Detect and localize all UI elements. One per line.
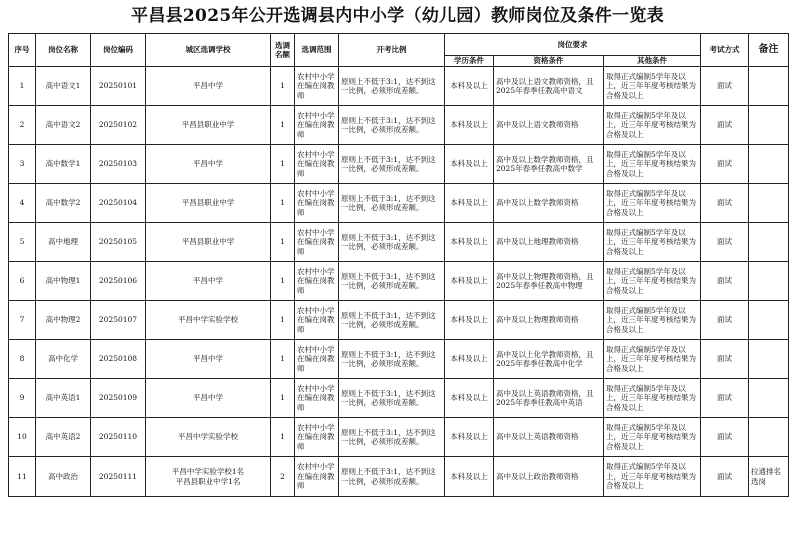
cell-qualification: 高中及以上地理教师资格: [494, 223, 604, 262]
cell-exam-method: 面试: [701, 106, 749, 145]
cell-scope: 农村中小学在编在岗教师: [295, 262, 339, 301]
header-education: 学历条件: [445, 56, 494, 67]
cell-seq: 3: [9, 145, 36, 184]
cell-post-name: 高中数学1: [36, 145, 91, 184]
header-seq: 序号: [9, 34, 36, 67]
cell-quota: 1: [271, 106, 295, 145]
cell-qualification: 高中及以上语文教师资格: [494, 106, 604, 145]
cell-school: 平昌中学: [146, 262, 271, 301]
cell-remarks: [749, 67, 789, 106]
cell-quota: 1: [271, 184, 295, 223]
cell-exam-ratio: 原则上不低于3:1，达不到这一比例，必须形成差额。: [339, 67, 445, 106]
cell-qualification: 高中及以上数学教师资格，且2025年春季任教高中数学: [494, 145, 604, 184]
cell-quota: 1: [271, 67, 295, 106]
cell-quota: 1: [271, 379, 295, 418]
cell-scope: 农村中小学在编在岗教师: [295, 301, 339, 340]
table-row: [9, 379, 789, 418]
cell-other: 取得正式编制5学年及以上，近三年年度考核结果为合格及以上: [604, 301, 701, 340]
cell-education: 本科及以上: [445, 379, 494, 418]
cell-seq: 1: [9, 67, 36, 106]
cell-post-name: 高中物理2: [36, 301, 91, 340]
cell-remarks: [749, 340, 789, 379]
table-row: [9, 67, 789, 106]
cell-qualification: 高中及以上化学教师资格，且2025年春季任教高中化学: [494, 340, 604, 379]
cell-exam-ratio: 原则上不低于3:1，达不到这一比例，必须形成差额。: [339, 223, 445, 262]
cell-quota: 1: [271, 340, 295, 379]
cell-post-name: 高中政治: [36, 457, 91, 497]
cell-post-code: 20250104: [91, 184, 146, 223]
table-row: [9, 340, 789, 379]
cell-remarks: [749, 379, 789, 418]
cell-remarks: [749, 106, 789, 145]
cell-seq: 4: [9, 184, 36, 223]
cell-scope: 农村中小学在编在岗教师: [295, 67, 339, 106]
header-other: 其他条件: [604, 56, 701, 67]
table-row: [9, 223, 789, 262]
cell-exam-ratio: 原则上不低于3:1，达不到这一比例，必须形成差额。: [339, 145, 445, 184]
cell-qualification: 高中及以上物理教师资格: [494, 301, 604, 340]
cell-quota: 2: [271, 457, 295, 497]
cell-qualification: 高中及以上语文教师资格，且2025年春季任教高中语文: [494, 67, 604, 106]
cell-other: 取得正式编制5学年及以上，近三年年度考核结果为合格及以上: [604, 379, 701, 418]
cell-post-code: 20250102: [91, 106, 146, 145]
cell-education: 本科及以上: [445, 223, 494, 262]
cell-qualification: 高中及以上物理教师资格，且2025年春季任教高中物理: [494, 262, 604, 301]
cell-exam-method: 面试: [701, 379, 749, 418]
table-row: [9, 184, 789, 223]
table-row: [9, 418, 789, 457]
cell-seq: 8: [9, 340, 36, 379]
header-remarks: 备注: [749, 34, 789, 67]
table-row: [9, 106, 789, 145]
cell-post-name: 高中物理1: [36, 262, 91, 301]
cell-post-code: 20250105: [91, 223, 146, 262]
cell-school: 平昌中学: [146, 379, 271, 418]
header-scope: 选调范围: [295, 34, 339, 67]
cell-post-code: 20250111: [91, 457, 146, 497]
cell-education: 本科及以上: [445, 340, 494, 379]
cell-exam-ratio: 原则上不低于3:1，达不到这一比例，必须形成差额。: [339, 457, 445, 497]
cell-post-code: 20250110: [91, 418, 146, 457]
cell-remarks: [749, 301, 789, 340]
cell-school: 平昌中学实验学校: [146, 418, 271, 457]
table-row: [9, 457, 789, 497]
cell-exam-method: 面试: [701, 418, 749, 457]
cell-qualification: 高中及以上数学教师资格: [494, 184, 604, 223]
cell-other: 取得正式编制5学年及以上，近三年年度考核结果为合格及以上: [604, 67, 701, 106]
cell-other: 取得正式编制5学年及以上，近三年年度考核结果为合格及以上: [604, 340, 701, 379]
cell-post-code: 20250109: [91, 379, 146, 418]
cell-post-name: 高中数学2: [36, 184, 91, 223]
cell-school: 平昌县职业中学: [146, 223, 271, 262]
cell-education: 本科及以上: [445, 145, 494, 184]
cell-post-code: 20250107: [91, 301, 146, 340]
cell-other: 取得正式编制5学年及以上，近三年年度考核结果为合格及以上: [604, 106, 701, 145]
cell-exam-method: 面试: [701, 262, 749, 301]
cell-post-name: 高中语文2: [36, 106, 91, 145]
cell-seq: 9: [9, 379, 36, 418]
cell-remarks: [749, 184, 789, 223]
cell-school: 平昌中学: [146, 67, 271, 106]
cell-education: 本科及以上: [445, 301, 494, 340]
positions-table: [8, 33, 789, 497]
cell-exam-method: 面试: [701, 457, 749, 497]
cell-qualification: 高中及以上英语教师资格，且2025年春季任教高中英语: [494, 379, 604, 418]
cell-seq: 11: [9, 457, 36, 497]
cell-seq: 5: [9, 223, 36, 262]
cell-exam-method: 面试: [701, 184, 749, 223]
cell-scope: 农村中小学在编在岗教师: [295, 418, 339, 457]
cell-education: 本科及以上: [445, 457, 494, 497]
cell-seq: 7: [9, 301, 36, 340]
cell-post-name: 高中英语2: [36, 418, 91, 457]
cell-school: 平昌中学实验学校: [146, 301, 271, 340]
cell-seq: 2: [9, 106, 36, 145]
cell-exam-method: 面试: [701, 67, 749, 106]
cell-quota: 1: [271, 223, 295, 262]
cell-exam-method: 面试: [701, 301, 749, 340]
cell-exam-ratio: 原则上不低于3:1，达不到这一比例，必须形成差额。: [339, 106, 445, 145]
cell-scope: 农村中小学在编在岗教师: [295, 379, 339, 418]
cell-exam-method: 面试: [701, 145, 749, 184]
cell-remarks: [749, 223, 789, 262]
cell-other: 取得正式编制5学年及以上，近三年年度考核结果为合格及以上: [604, 223, 701, 262]
cell-school: 平昌县职业中学: [146, 184, 271, 223]
cell-quota: 1: [271, 301, 295, 340]
header-school: 城区选调学校: [146, 34, 271, 67]
cell-exam-method: 面试: [701, 340, 749, 379]
cell-other: 取得正式编制5学年及以上，近三年年度考核结果为合格及以上: [604, 184, 701, 223]
cell-seq: 6: [9, 262, 36, 301]
cell-quota: 1: [271, 145, 295, 184]
cell-school: 平昌中学: [146, 145, 271, 184]
cell-education: 本科及以上: [445, 262, 494, 301]
header-post-name: 岗位名称: [36, 34, 91, 67]
cell-scope: 农村中小学在编在岗教师: [295, 184, 339, 223]
cell-school: 平昌县职业中学: [146, 106, 271, 145]
cell-scope: 农村中小学在编在岗教师: [295, 145, 339, 184]
table-body: [9, 67, 789, 497]
page-title: 平昌县2025年公开选调县内中小学（幼儿园）教师岗位及条件一览表: [131, 6, 664, 26]
header-exam-method: 考试方式: [701, 34, 749, 67]
cell-scope: 农村中小学在编在岗教师: [295, 106, 339, 145]
cell-exam-ratio: 原则上不低于3:1，达不到这一比例，必须形成差额。: [339, 301, 445, 340]
cell-other: 取得正式编制5学年及以上，近三年年度考核结果为合格及以上: [604, 457, 701, 497]
header-requirements: 岗位要求: [445, 34, 701, 56]
cell-education: 本科及以上: [445, 106, 494, 145]
cell-remarks: 拉通排名选岗: [749, 457, 789, 497]
cell-exam-method: 面试: [701, 223, 749, 262]
cell-qualification: 高中及以上政治教师资格: [494, 457, 604, 497]
table-row: [9, 301, 789, 340]
cell-other: 取得正式编制5学年及以上，近三年年度考核结果为合格及以上: [604, 262, 701, 301]
cell-post-code: 20250106: [91, 262, 146, 301]
cell-education: 本科及以上: [445, 67, 494, 106]
cell-remarks: [749, 418, 789, 457]
cell-scope: 农村中小学在编在岗教师: [295, 457, 339, 497]
cell-qualification: 高中及以上英语教师资格: [494, 418, 604, 457]
cell-post-name: 高中化学: [36, 340, 91, 379]
header-exam-ratio: 开考比例: [339, 34, 445, 67]
cell-post-name: 高中地理: [36, 223, 91, 262]
cell-education: 本科及以上: [445, 418, 494, 457]
cell-seq: 10: [9, 418, 36, 457]
cell-school: 平昌中学: [146, 340, 271, 379]
cell-school: 平昌中学实验学校1名 平昌县职业中学1名: [146, 457, 271, 497]
cell-post-name: 高中英语1: [36, 379, 91, 418]
cell-exam-ratio: 原则上不低于3:1，达不到这一比例，必须形成差额。: [339, 418, 445, 457]
cell-exam-ratio: 原则上不低于3:1，达不到这一比例，必须形成差额。: [339, 262, 445, 301]
cell-education: 本科及以上: [445, 184, 494, 223]
cell-post-code: 20250101: [91, 67, 146, 106]
table-row: [9, 145, 789, 184]
cell-exam-ratio: 原则上不低于3:1，达不到这一比例，必须形成差额。: [339, 340, 445, 379]
cell-quota: 1: [271, 418, 295, 457]
cell-scope: 农村中小学在编在岗教师: [295, 340, 339, 379]
cell-remarks: [749, 262, 789, 301]
cell-exam-ratio: 原则上不低于3:1，达不到这一比例，必须形成差额。: [339, 379, 445, 418]
cell-other: 取得正式编制5学年及以上，近三年年度考核结果为合格及以上: [604, 145, 701, 184]
cell-post-code: 20250103: [91, 145, 146, 184]
header-post-code: 岗位编码: [91, 34, 146, 67]
table-row: [9, 262, 789, 301]
header-qualification: 资格条件: [494, 56, 604, 67]
cell-other: 取得正式编制5学年及以上，近三年年度考核结果为合格及以上: [604, 418, 701, 457]
cell-quota: 1: [271, 262, 295, 301]
header-quota: 选调名额: [271, 34, 295, 67]
cell-scope: 农村中小学在编在岗教师: [295, 223, 339, 262]
cell-post-code: 20250108: [91, 340, 146, 379]
cell-exam-ratio: 原则上不低于3:1，达不到这一比例，必须形成差额。: [339, 184, 445, 223]
cell-remarks: [749, 145, 789, 184]
cell-post-name: 高中语文1: [36, 67, 91, 106]
